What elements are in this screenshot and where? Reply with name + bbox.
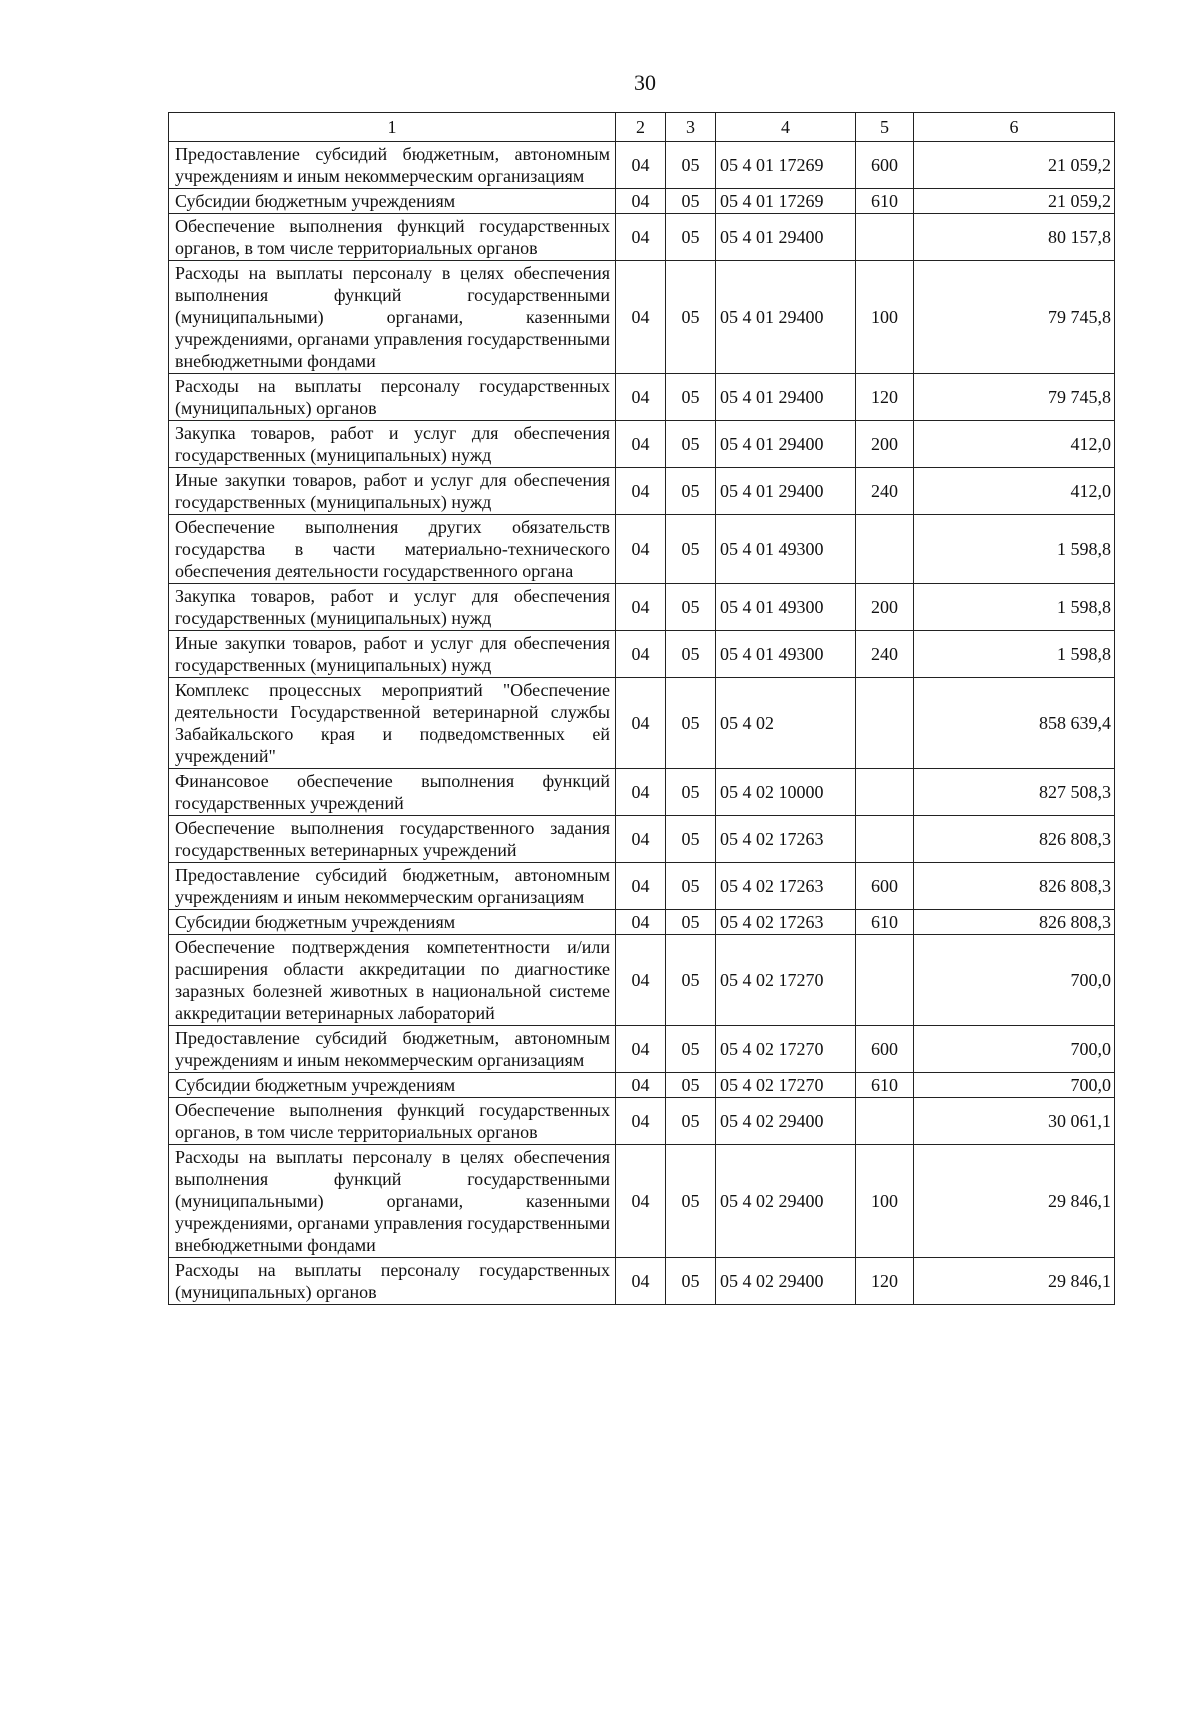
row-expense-type-cell: 600 bbox=[856, 1026, 914, 1073]
table-row bbox=[169, 261, 1115, 374]
row-expense-type-cell: 100 bbox=[856, 261, 914, 374]
row-section-cell: 04 bbox=[616, 515, 666, 584]
table-row bbox=[169, 1098, 1115, 1145]
row-target-code-cell: 05 4 02 10000 bbox=[716, 769, 856, 816]
row-section-cell: 04 bbox=[616, 468, 666, 515]
table-row bbox=[169, 189, 1115, 214]
row-expense-type-cell: 120 bbox=[856, 374, 914, 421]
row-name-cell: Предоставление субсидий бюджетным, автономным учреждениям и иным некоммерческим организациям bbox=[169, 142, 616, 189]
row-subsection-cell: 05 bbox=[666, 769, 716, 816]
row-amount-cell: 826 808,3 bbox=[914, 910, 1115, 935]
row-expense-type-cell bbox=[856, 515, 914, 584]
row-amount-cell: 826 808,3 bbox=[914, 863, 1115, 910]
budget-table bbox=[168, 112, 1115, 1305]
row-amount-cell: 1 598,8 bbox=[914, 515, 1115, 584]
header-col-3: 3 bbox=[666, 113, 716, 142]
row-target-code-cell: 05 4 02 29400 bbox=[716, 1098, 856, 1145]
row-expense-type-cell: 240 bbox=[856, 631, 914, 678]
row-expense-type-cell bbox=[856, 1098, 914, 1145]
row-amount-cell: 700,0 bbox=[914, 935, 1115, 1026]
table-row bbox=[169, 584, 1115, 631]
row-subsection-cell: 05 bbox=[666, 935, 716, 1026]
row-name-cell: Финансовое обеспечение выполнения функций государственных учреждений bbox=[169, 769, 616, 816]
row-target-code-cell: 05 4 02 17270 bbox=[716, 1026, 856, 1073]
row-target-code-cell: 05 4 02 17270 bbox=[716, 935, 856, 1026]
row-expense-type-cell bbox=[856, 678, 914, 769]
row-target-code-cell: 05 4 01 29400 bbox=[716, 261, 856, 374]
row-name-cell: Расходы на выплаты персоналу государственных (муниципальных) органов bbox=[169, 374, 616, 421]
header-row bbox=[169, 113, 1115, 142]
row-subsection-cell: 05 bbox=[666, 816, 716, 863]
row-amount-cell: 29 846,1 bbox=[914, 1145, 1115, 1258]
row-name-cell: Комплекс процессных мероприятий "Обеспечение деятельности Государственной ветеринарной службы Забайкальского края и подведомственных ей учреждений" bbox=[169, 678, 616, 769]
table-row bbox=[169, 421, 1115, 468]
row-name-cell: Закупка товаров, работ и услуг для обеспечения государственных (муниципальных) нужд bbox=[169, 584, 616, 631]
table-row bbox=[169, 631, 1115, 678]
row-amount-cell: 412,0 bbox=[914, 421, 1115, 468]
row-subsection-cell: 05 bbox=[666, 1098, 716, 1145]
row-name-cell: Обеспечение выполнения государственного задания государственных ветеринарных учреждений bbox=[169, 816, 616, 863]
table-row bbox=[169, 515, 1115, 584]
row-target-code-cell: 05 4 02 17270 bbox=[716, 1073, 856, 1098]
row-section-cell: 04 bbox=[616, 214, 666, 261]
row-subsection-cell: 05 bbox=[666, 631, 716, 678]
row-subsection-cell: 05 bbox=[666, 910, 716, 935]
row-target-code-cell: 05 4 01 29400 bbox=[716, 421, 856, 468]
row-target-code-cell: 05 4 01 29400 bbox=[716, 214, 856, 261]
table-row bbox=[169, 1145, 1115, 1258]
row-amount-cell: 29 846,1 bbox=[914, 1258, 1115, 1305]
row-expense-type-cell: 200 bbox=[856, 421, 914, 468]
row-amount-cell: 826 808,3 bbox=[914, 816, 1115, 863]
row-amount-cell: 1 598,8 bbox=[914, 584, 1115, 631]
table-row bbox=[169, 910, 1115, 935]
row-section-cell: 04 bbox=[616, 678, 666, 769]
row-target-code-cell: 05 4 02 17263 bbox=[716, 816, 856, 863]
row-name-cell: Расходы на выплаты персоналу в целях обеспечения выполнения функций государственными (муниципальными) органами, казенными учреждениями, органами управления государственными внебюджетными фондами bbox=[169, 1145, 616, 1258]
row-name-cell: Обеспечение выполнения функций государственных органов, в том числе территориальных органов bbox=[169, 1098, 616, 1145]
row-section-cell: 04 bbox=[616, 142, 666, 189]
row-name-cell: Субсидии бюджетным учреждениям bbox=[169, 1073, 616, 1098]
row-amount-cell: 80 157,8 bbox=[914, 214, 1115, 261]
row-section-cell: 04 bbox=[616, 816, 666, 863]
row-target-code-cell: 05 4 01 29400 bbox=[716, 374, 856, 421]
row-amount-cell: 21 059,2 bbox=[914, 142, 1115, 189]
row-subsection-cell: 05 bbox=[666, 261, 716, 374]
header-col-4: 4 bbox=[716, 113, 856, 142]
row-section-cell: 04 bbox=[616, 261, 666, 374]
row-expense-type-cell bbox=[856, 214, 914, 261]
header-col-2: 2 bbox=[616, 113, 666, 142]
row-name-cell: Обеспечение выполнения функций государственных органов, в том числе территориальных органов bbox=[169, 214, 616, 261]
row-name-cell: Предоставление субсидий бюджетным, автономным учреждениям и иным некоммерческим организациям bbox=[169, 1026, 616, 1073]
row-expense-type-cell: 610 bbox=[856, 910, 914, 935]
row-section-cell: 04 bbox=[616, 1073, 666, 1098]
row-subsection-cell: 05 bbox=[666, 678, 716, 769]
table-row bbox=[169, 468, 1115, 515]
row-target-code-cell: 05 4 01 17269 bbox=[716, 189, 856, 214]
row-section-cell: 04 bbox=[616, 374, 666, 421]
table-row bbox=[169, 142, 1115, 189]
table-row bbox=[169, 1258, 1115, 1305]
row-amount-cell: 79 745,8 bbox=[914, 374, 1115, 421]
row-target-code-cell: 05 4 02 29400 bbox=[716, 1258, 856, 1305]
row-subsection-cell: 05 bbox=[666, 1073, 716, 1098]
row-subsection-cell: 05 bbox=[666, 1258, 716, 1305]
row-section-cell: 04 bbox=[616, 1258, 666, 1305]
row-name-cell: Предоставление субсидий бюджетным, автономным учреждениям и иным некоммерческим организациям bbox=[169, 863, 616, 910]
row-section-cell: 04 bbox=[616, 863, 666, 910]
row-amount-cell: 412,0 bbox=[914, 468, 1115, 515]
row-name-cell: Расходы на выплаты персоналу государственных (муниципальных) органов bbox=[169, 1258, 616, 1305]
table-row bbox=[169, 769, 1115, 816]
row-subsection-cell: 05 bbox=[666, 1145, 716, 1258]
row-target-code-cell: 05 4 01 49300 bbox=[716, 584, 856, 631]
row-expense-type-cell: 600 bbox=[856, 863, 914, 910]
row-section-cell: 04 bbox=[616, 1098, 666, 1145]
row-expense-type-cell: 600 bbox=[856, 142, 914, 189]
row-expense-type-cell: 240 bbox=[856, 468, 914, 515]
row-target-code-cell: 05 4 01 17269 bbox=[716, 142, 856, 189]
header-col-1: 1 bbox=[169, 113, 616, 142]
header-col-6: 6 bbox=[914, 113, 1115, 142]
row-expense-type-cell: 100 bbox=[856, 1145, 914, 1258]
row-section-cell: 04 bbox=[616, 935, 666, 1026]
row-section-cell: 04 bbox=[616, 584, 666, 631]
row-subsection-cell: 05 bbox=[666, 214, 716, 261]
row-section-cell: 04 bbox=[616, 910, 666, 935]
row-target-code-cell: 05 4 02 29400 bbox=[716, 1145, 856, 1258]
row-target-code-cell: 05 4 02 17263 bbox=[716, 863, 856, 910]
row-amount-cell: 700,0 bbox=[914, 1026, 1115, 1073]
row-expense-type-cell: 610 bbox=[856, 1073, 914, 1098]
row-amount-cell: 858 639,4 bbox=[914, 678, 1115, 769]
row-section-cell: 04 bbox=[616, 421, 666, 468]
table-row bbox=[169, 1026, 1115, 1073]
row-subsection-cell: 05 bbox=[666, 1026, 716, 1073]
row-name-cell: Субсидии бюджетным учреждениям bbox=[169, 910, 616, 935]
row-subsection-cell: 05 bbox=[666, 863, 716, 910]
table-row bbox=[169, 374, 1115, 421]
row-amount-cell: 21 059,2 bbox=[914, 189, 1115, 214]
row-name-cell: Расходы на выплаты персоналу в целях обеспечения выполнения функций государственными (муниципальными) органами, казенными учреждениями, органами управления государственными внебюджетными фондами bbox=[169, 261, 616, 374]
row-name-cell: Иные закупки товаров, работ и услуг для обеспечения государственных (муниципальных) нужд bbox=[169, 631, 616, 678]
row-name-cell: Иные закупки товаров, работ и услуг для обеспечения государственных (муниципальных) нужд bbox=[169, 468, 616, 515]
row-target-code-cell: 05 4 01 29400 bbox=[716, 468, 856, 515]
row-name-cell: Субсидии бюджетным учреждениям bbox=[169, 189, 616, 214]
row-name-cell: Закупка товаров, работ и услуг для обеспечения государственных (муниципальных) нужд bbox=[169, 421, 616, 468]
row-name-cell: Обеспечение выполнения других обязательств государства в части материально-технического обеспечения деятельности государственного органа bbox=[169, 515, 616, 584]
table-row bbox=[169, 863, 1115, 910]
row-name-cell: Обеспечение подтверждения компетентности и/или расширения области аккредитации по диагностике заразных болезней животных в национальной системе аккредитации ветеринарных лабораторий bbox=[169, 935, 616, 1026]
row-expense-type-cell bbox=[856, 769, 914, 816]
row-target-code-cell: 05 4 02 bbox=[716, 678, 856, 769]
row-subsection-cell: 05 bbox=[666, 515, 716, 584]
row-expense-type-cell bbox=[856, 816, 914, 863]
row-target-code-cell: 05 4 01 49300 bbox=[716, 515, 856, 584]
row-section-cell: 04 bbox=[616, 1145, 666, 1258]
row-section-cell: 04 bbox=[616, 631, 666, 678]
row-subsection-cell: 05 bbox=[666, 189, 716, 214]
row-subsection-cell: 05 bbox=[666, 421, 716, 468]
row-target-code-cell: 05 4 01 49300 bbox=[716, 631, 856, 678]
table-row bbox=[169, 1073, 1115, 1098]
row-subsection-cell: 05 bbox=[666, 142, 716, 189]
table-row bbox=[169, 816, 1115, 863]
table-row bbox=[169, 678, 1115, 769]
row-subsection-cell: 05 bbox=[666, 468, 716, 515]
row-amount-cell: 1 598,8 bbox=[914, 631, 1115, 678]
row-amount-cell: 79 745,8 bbox=[914, 261, 1115, 374]
row-expense-type-cell bbox=[856, 935, 914, 1026]
table-row bbox=[169, 935, 1115, 1026]
row-expense-type-cell: 120 bbox=[856, 1258, 914, 1305]
row-target-code-cell: 05 4 02 17263 bbox=[716, 910, 856, 935]
row-amount-cell: 30 061,1 bbox=[914, 1098, 1115, 1145]
row-subsection-cell: 05 bbox=[666, 584, 716, 631]
row-section-cell: 04 bbox=[616, 769, 666, 816]
row-expense-type-cell: 610 bbox=[856, 189, 914, 214]
row-amount-cell: 700,0 bbox=[914, 1073, 1115, 1098]
table-body bbox=[169, 142, 1115, 1305]
page-number: 30 bbox=[634, 70, 656, 95]
row-section-cell: 04 bbox=[616, 189, 666, 214]
row-amount-cell: 827 508,3 bbox=[914, 769, 1115, 816]
row-subsection-cell: 05 bbox=[666, 374, 716, 421]
row-expense-type-cell: 200 bbox=[856, 584, 914, 631]
table-row bbox=[169, 214, 1115, 261]
header-col-5: 5 bbox=[856, 113, 914, 142]
row-section-cell: 04 bbox=[616, 1026, 666, 1073]
